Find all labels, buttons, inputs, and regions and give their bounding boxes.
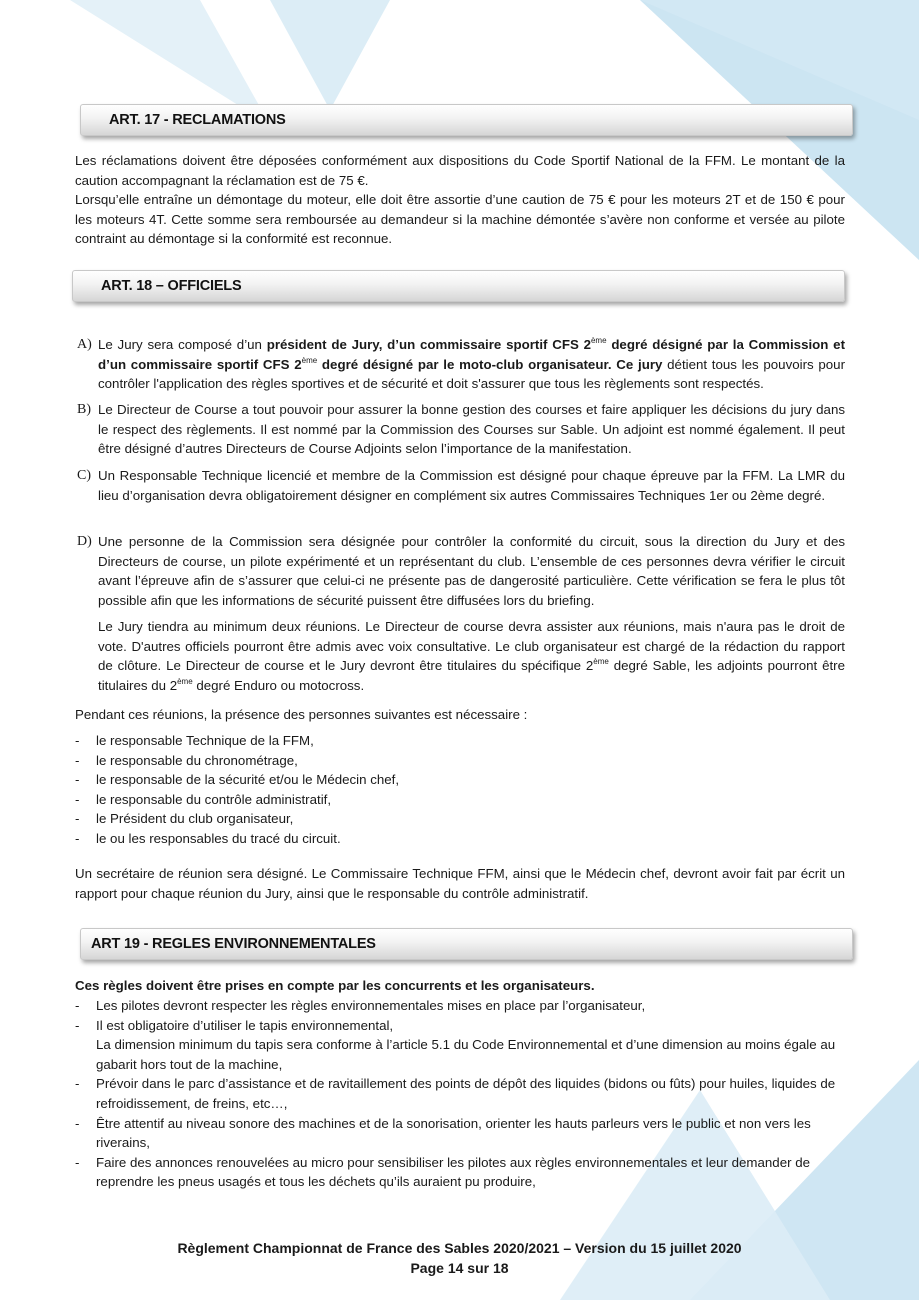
list-item-b <box>75 400 845 459</box>
list-item: - Prévoir dans le parc d’assistance et de ravitaillement des points de dépôt des liquides (bidons ou fûts) pour huiles, liquides de refroidissement, de freins, etc…, <box>75 1076 836 1111</box>
list-item: - le responsable du chronométrage, <box>75 752 298 768</box>
section-title: ART. 17 - RECLAMATIONS <box>109 112 286 128</box>
art17-paragraph-1: Les réclamations doivent être déposées conformément aux dispositions du Code Sportif National de la FFM. Le montant de la caution accompagnant la réclamation est de 75 €. <box>75 153 845 188</box>
list-item-a-text: Le Jury sera composé d’un président de Jury, d’un commissaire sportif CFS 2ème degré désigné par la Commission et d’un commissaire sportif CFS 2ème degré désigné par le moto-club organisateur. Ce jury détient tous les pouvoirs pour contrôler l'application des règles sportives et de sécurité et doit s'assurer que tous les règlements sont respectés. <box>98 336 846 392</box>
environment-rules-list <box>75 996 845 1192</box>
section-header-art17 <box>80 104 853 136</box>
section-title: ART. 18 – OFFICIELS <box>101 278 242 294</box>
list-item: - le responsable de la sécurité et/ou le Médecin chef, <box>75 772 400 788</box>
secretary-paragraph: Un secrétaire de réunion sera désigné. Le Commissaire Technique FFM, ainsi que le Médecin chef, devront avoir fait par écrit un rapport pour chaque réunion du Jury, ainsi que le responsable du contrôle administratif. <box>75 866 845 901</box>
list-marker: B) <box>77 402 91 417</box>
footer-title: Règlement Championnat de France des Sables 2020/2021 – Version du 15 juillet 2020 <box>177 1240 742 1256</box>
list-marker: D) <box>77 534 92 549</box>
page-footer <box>0 1238 919 1278</box>
list-item: - le ou les responsables du tracé du circuit. <box>75 830 341 846</box>
list-marker: A) <box>77 337 92 352</box>
attendees-list <box>75 731 845 849</box>
list-item-d <box>75 532 845 610</box>
meeting-intro: Pendant ces réunions, la présence des personnes suivantes est nécessaire : <box>75 707 528 722</box>
list-item: - le Président du club organisateur, <box>75 811 294 827</box>
section-header-art18 <box>72 270 845 302</box>
page-number: Page 14 sur 18 <box>410 1260 509 1276</box>
list-item-b-text: Le Directeur de Course a tout pouvoir pour assurer la bonne gestion des courses et faire appliquer les décisions du jury dans le respect des règlements. Il est nommé par la Commission des Courses sur Sable. Un adjoint est nommé également. Il peut être désigné d’autres Directeurs de Course Adjoints selon l’importance de la manifestation. <box>98 402 845 457</box>
art17-paragraph-2: Lorsqu’elle entraîne un démontage du moteur, elle doit être assortie d’une caution de 75 € pour les moteurs 2T et de 150 € pour les moteurs 4T. Cette somme sera remboursée au demandeur si la machine démontée s’avère non conforme et versée au pilote contraint au démontage si la conformité est reconnue. <box>75 192 845 247</box>
list-marker: C) <box>77 468 91 483</box>
list-item: - Les pilotes devront respecter les règles environnementales mises en place par l’organisateur, <box>75 998 646 1013</box>
list-item-a <box>75 335 845 394</box>
art17-body <box>75 151 845 249</box>
list-item: - Faire des annonces renouvelées au micro pour sensibiliser les pilotes aux règles environnementales et leur demander de reprendre les pneus usagés et tous les déchets qu’ils auraient pu produire, <box>75 1154 810 1190</box>
list-item: - Il est obligatoire d’utiliser le tapis environnemental, La dimension minimum du tapis sera conforme à l’article 5.1 du Code Environnemental et d’une dimension au moins égale au gabarit hors tout de la machine, <box>75 1017 836 1072</box>
list-item-d-text: Une personne de la Commission sera désignée pour contrôler la conformité du circuit, sous la direction du Jury et des Directeurs de course, un pilote expérimenté et un représentant du club. L’ensemble de ces personnes devra vérifier le circuit avant l’épreuve afin de s’assurer que celui-ci ne présente pas de dangerosité particulière. Cette vérification se fera le plus tôt possible afin que les informations de sécurité puissent être diffusées lors du briefing. <box>98 534 845 608</box>
art19-intro: Ces règles doivent être prises en compte par les concurrents et les organisateurs. <box>75 978 595 993</box>
list-item: - Être attentif au niveau sonore des machines et de la sonorisation, orienter les hauts parleurs vers le public et non vers les riverains, <box>75 1115 811 1151</box>
list-item: - le responsable du contrôle administratif, <box>75 791 332 807</box>
jury-meetings-paragraph: Le Jury tiendra au minimum deux réunions. Le Directeur de course devra assister aux réunions, mais n'aura pas le droit de vote. D'autres officiels pourront être admis avec voix consultative. Le club organisateur est chargé de la rédaction du rapport de clôture. Le Directeur de course et le Jury devront être titulaires du spécifique 2ème degré Sable, les adjoints pourront être titulaires du 2ème degré Enduro ou motocross. <box>98 619 845 693</box>
list-item-c-text: Un Responsable Technique licencié et membre de la Commission est désigné pour chaque épreuve par la FFM. La LMR du lieu d’organisation devra obligatoirement désigner en complément six autres Commissaires Techniques 1er ou 2ème degré. <box>98 468 845 503</box>
list-item: - le responsable Technique de la FFM, <box>75 733 314 748</box>
list-item-c <box>75 466 845 505</box>
section-title: ART 19 - REGLES ENVIRONNEMENTALES <box>91 936 376 952</box>
section-header-art19 <box>80 928 853 960</box>
